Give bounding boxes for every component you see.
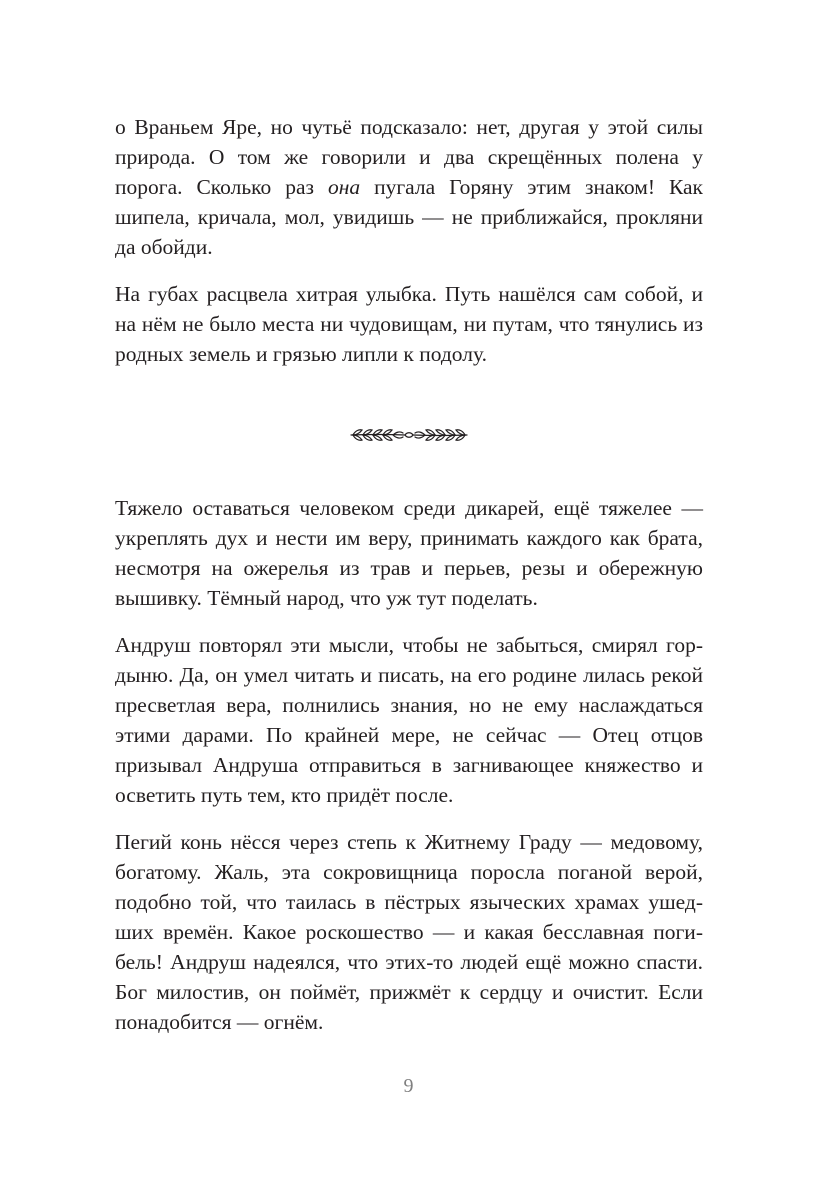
emphasized-word: она [327, 175, 361, 199]
section-one [115, 112, 703, 369]
paragraph: Пегий конь нёсся через степь к Житнему Граду — медовому, богатому. Жаль, эта сокровищница поросла поганой верой, подобно той, что таилась в пёстрых языческих храмах ушедших времён. Какое роскошество — и какая бесславная погибель! Андруш надеялся, что этих-то людей ещё можно спасти. Бог милостив, он поймёт, прижмёт к сердцу и очистит. Если понадобится — огнём. [115, 830, 703, 1034]
laurel-branch-ornament-icon [347, 423, 471, 447]
section-divider [115, 417, 703, 453]
paragraph: Тяжело оставаться человеком среди дикарей, ещё тяжелее — укреплять дух и нести им веру, принимать каждого как брата, несмотря на ожерелья из трав и перьев, резы и обережную вышивку. Тёмный народ, что уж тут поделать. [115, 496, 703, 610]
section-two [115, 493, 703, 1037]
page-content [115, 112, 703, 1037]
paragraph: Андруш повторял эти мысли, чтобы не забыться, смирял гордыню. Да, он умел читать и писать, на его родине лилась рекой пресветлая вера, полнились знания, но не ему наслаждаться этими дарами. По крайней мере, не сейчас — Отец отцов призывал Андруша отправиться в загнивающее княжество и осветить путь тем, кто придёт после. [115, 633, 703, 807]
paragraph-text: о Враньем Яре, но чутьё подсказало: нет, другая у этой силы природа. О том же говорили и два скрещённых полена у порога. Сколько раз [115, 115, 703, 199]
paragraph-text: пугала Горяну этим знаком! Как шипела, кричала, мол, увидишь — не приближайся, прокляни да обойди. [115, 175, 703, 259]
page-number: 9 [403, 1075, 414, 1097]
paragraph: На губах расцвела хитрая улыбка. Путь нашёлся сам собой, и на нём не было места ни чудовищам, ни путам, что тянулись из родных земель и грязью липли к подолу. [115, 282, 703, 366]
paragraph [115, 112, 703, 262]
